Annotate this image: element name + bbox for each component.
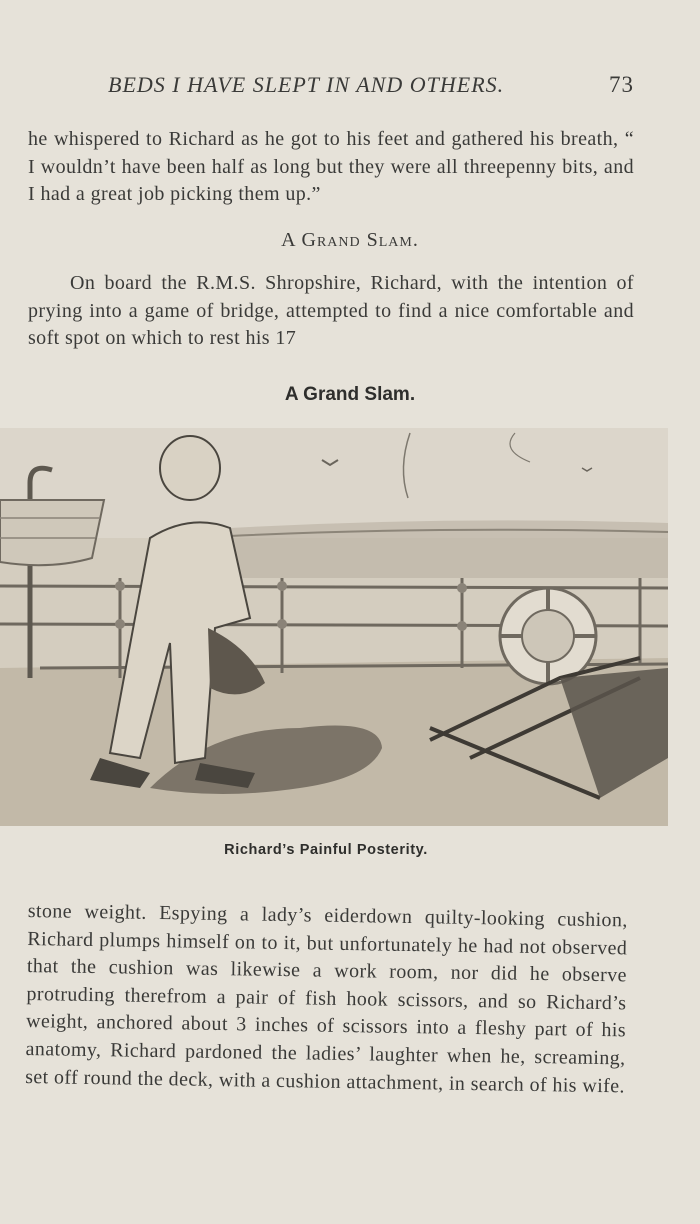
page-number: 73 xyxy=(609,72,634,97)
section-heading: A Grand Slam. xyxy=(281,229,419,251)
paragraph-intro: On board the R.M.S. Shropshire, Richard, with the intention of prying into a game of bridge, attempted to find a nice comfortable and soft spot on which to rest his 17 xyxy=(28,272,634,349)
running-head-title: BEDS I HAVE SLEPT IN AND OTHERS. xyxy=(108,72,505,97)
illustration-caption: Richard’s Painful Posterity. xyxy=(224,842,428,858)
paragraph-continued: he whispered to Richard as he got to his feet and gathered his breath, “ I wouldn’t have been half as long but they were all threepenny bits, and I had a great job picking them up.” xyxy=(28,128,634,205)
paragraph-continuation: stone weight. Espying a lady’s eiderdown quilty-looking cushion, Richard plumps himself on to it, but unfortunately he had not observed that the cushion was likewise a work room, nor did he observe protruding therefrom a pair of fish hook scissors, and so Richard’s weight, anchored about 3 inches of scissors into a fleshy part of his anatomy, Richard pardoned the ladies’ laughter when he, screaming, set off round the deck, with a cushion attachment, in search of his wife. xyxy=(25,899,628,1097)
illustration xyxy=(0,428,668,826)
plate-title: A Grand Slam. xyxy=(284,384,416,405)
life-buoy xyxy=(500,588,596,684)
